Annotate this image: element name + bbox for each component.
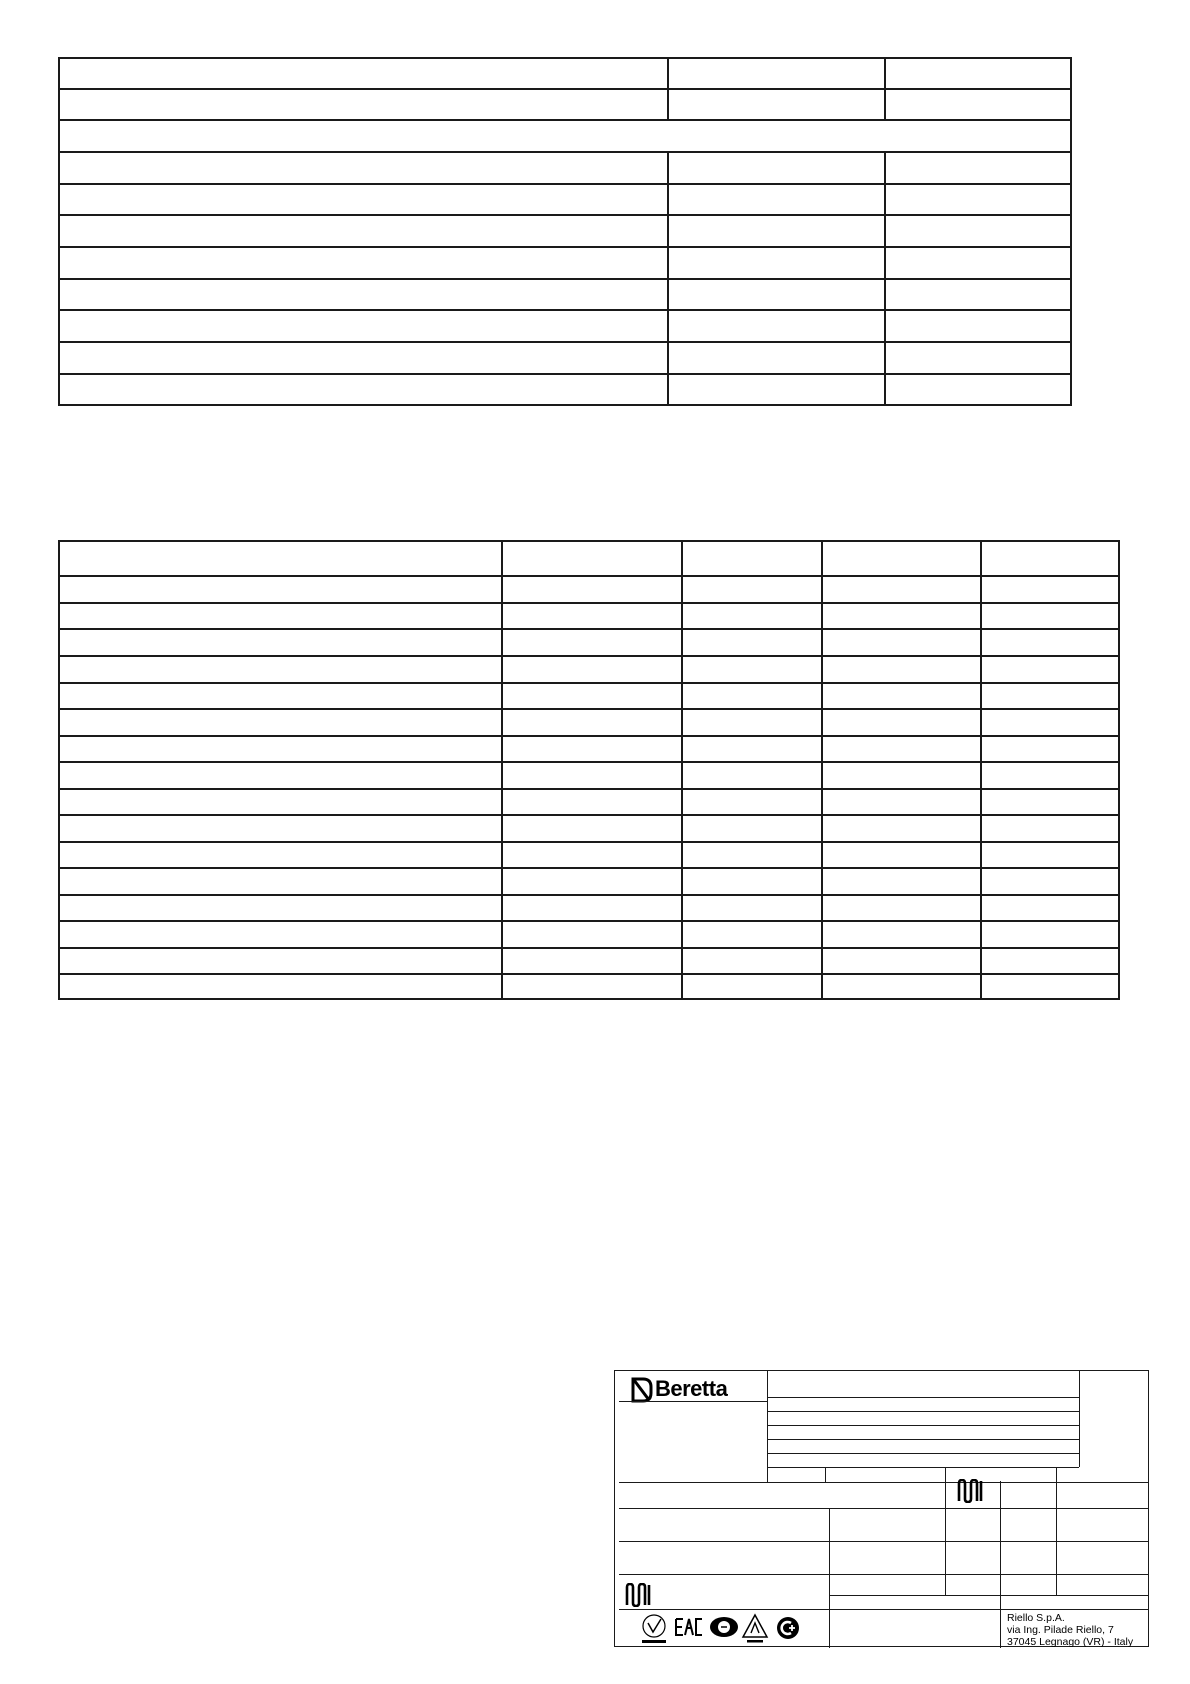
table-col-line bbox=[884, 151, 886, 404]
table-row-line bbox=[60, 373, 1070, 375]
table-row-line bbox=[60, 894, 1118, 896]
table-row-line bbox=[60, 602, 1118, 604]
plate-line bbox=[767, 1467, 1079, 1468]
plate-line bbox=[767, 1439, 1079, 1440]
table-row-line bbox=[60, 246, 1070, 248]
table-row-line bbox=[60, 708, 1118, 710]
table-row-line bbox=[60, 788, 1118, 790]
plate-line bbox=[619, 1508, 1149, 1509]
table-row-line bbox=[60, 867, 1118, 869]
heat-exchanger-icon bbox=[625, 1583, 651, 1607]
plate-line bbox=[945, 1467, 946, 1595]
table-col-line bbox=[667, 59, 669, 119]
kz-mark bbox=[741, 1613, 769, 1645]
address-street: via Ing. Pilade Riello, 7 bbox=[1007, 1624, 1114, 1636]
top-table bbox=[58, 57, 1072, 406]
table-row-line bbox=[60, 151, 1070, 153]
table-row-line bbox=[60, 214, 1070, 216]
table-row-line bbox=[60, 309, 1070, 311]
table-row-line bbox=[60, 655, 1118, 657]
table-row-line bbox=[60, 88, 1070, 90]
table-row-line bbox=[60, 183, 1070, 185]
plate-line bbox=[619, 1401, 768, 1402]
table-row-line bbox=[60, 628, 1118, 630]
plate-line bbox=[1056, 1467, 1057, 1595]
plate-line bbox=[767, 1411, 1079, 1412]
plate-line bbox=[619, 1609, 1149, 1610]
ukrsepro-mark bbox=[639, 1613, 669, 1645]
plate-line bbox=[767, 1397, 1079, 1398]
table-col-line bbox=[501, 542, 503, 998]
table-row-line bbox=[60, 947, 1118, 949]
table-col-line bbox=[884, 59, 886, 119]
plate-line bbox=[1079, 1371, 1080, 1467]
address-city: 37045 Legnago (VR) - Italy bbox=[1007, 1636, 1134, 1648]
table-row-line bbox=[60, 682, 1118, 684]
eac-mark bbox=[675, 1617, 703, 1637]
plate-line bbox=[619, 1541, 1149, 1542]
plate-line bbox=[825, 1467, 826, 1483]
table-row-line bbox=[60, 278, 1070, 280]
plate-line bbox=[829, 1508, 830, 1648]
plate-line bbox=[1000, 1595, 1001, 1648]
table-row-line bbox=[60, 841, 1118, 843]
table-row-line bbox=[60, 761, 1118, 763]
plate-line bbox=[619, 1482, 1149, 1483]
bottom-table bbox=[58, 540, 1120, 1000]
plate-line bbox=[767, 1453, 1079, 1454]
plate-line bbox=[767, 1425, 1079, 1426]
rating-plate bbox=[614, 1370, 1149, 1647]
table-col-line bbox=[821, 542, 823, 998]
table-row-line bbox=[60, 814, 1118, 816]
table-col-line bbox=[681, 542, 683, 998]
table-col-line bbox=[980, 542, 982, 998]
plate-line bbox=[619, 1574, 1149, 1575]
gost-r-mark bbox=[775, 1615, 801, 1641]
table-row-line bbox=[60, 119, 1070, 121]
plate-line bbox=[1000, 1481, 1001, 1595]
st-mark bbox=[708, 1615, 740, 1639]
table-row-line bbox=[60, 575, 1118, 577]
beretta-logo bbox=[629, 1377, 653, 1403]
address-company: Riello S.p.A. bbox=[1007, 1612, 1065, 1624]
table-row-line bbox=[60, 973, 1118, 975]
manufacturer-address bbox=[1007, 1612, 1133, 1648]
table-row-line bbox=[60, 341, 1070, 343]
table-col-line bbox=[667, 151, 669, 404]
table-row-line bbox=[60, 920, 1118, 922]
plate-line bbox=[829, 1595, 1149, 1596]
brand-name: Beretta bbox=[655, 1376, 728, 1401]
table-row-line bbox=[60, 735, 1118, 737]
heat-exchanger-icon bbox=[957, 1479, 983, 1503]
